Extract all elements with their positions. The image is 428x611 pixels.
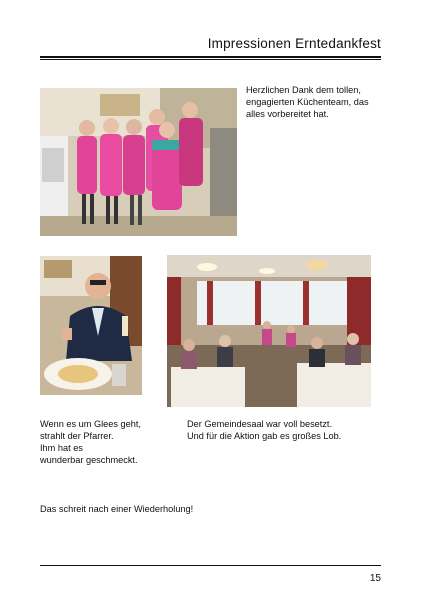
page-number: 15 — [369, 573, 381, 584]
pastor-caption-line: strahlt der Pfarrer. — [40, 431, 114, 441]
pastor-caption-line: Ihm hat es — [40, 443, 83, 453]
footer-rule — [40, 565, 381, 566]
header-rule — [40, 56, 381, 60]
hall-caption-line: Und für die Aktion gab es großes Lob. — [187, 431, 342, 441]
pastor-caption-line: Wenn es um Glees geht, — [40, 419, 141, 429]
closing-text: Das schreit nach einer Wiederholung! — [40, 504, 194, 514]
pastor-photo — [40, 256, 142, 395]
kitchen-caption-line: alles vorbereitet hat. — [246, 109, 329, 119]
kitchen-caption-line: Herzlichen Dank dem tollen, — [246, 85, 361, 95]
pastor-caption — [40, 418, 141, 466]
kitchen-caption — [246, 84, 369, 120]
hall-photo — [167, 255, 371, 407]
closing-line — [40, 503, 193, 515]
hall-caption — [187, 418, 341, 442]
kitchen-team-photo — [40, 88, 237, 236]
page-title: Impressionen Erntedankfest — [207, 36, 381, 51]
hall-caption-line: Der Gemeindesaal war voll besetzt. — [187, 419, 333, 429]
kitchen-caption-line: engagierten Küchenteam, das — [246, 97, 369, 107]
pastor-caption-line: wunderbar geschmeckt. — [40, 455, 138, 465]
